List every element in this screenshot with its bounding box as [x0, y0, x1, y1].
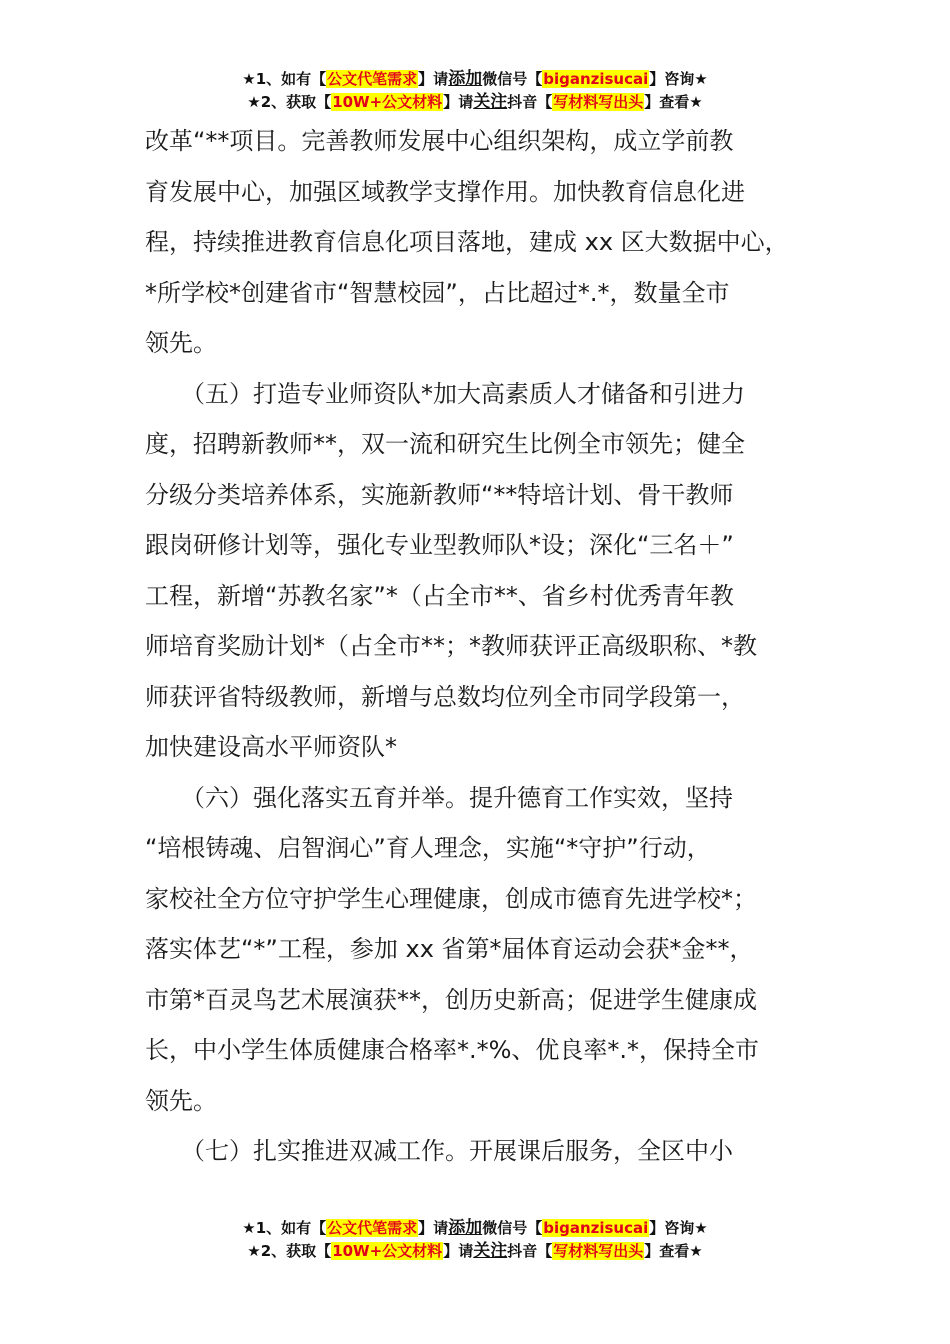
text-line: 师培育奖励计划*（占全市**；*教师获评正高级职称、*教: [145, 632, 757, 660]
text-line: 程，持续推进教育信息化项目落地，建成 xx 区大数据中心，: [145, 228, 789, 256]
text-line: 工程，新增“苏教名家”*（占全市**、省乡村优秀青年教: [145, 581, 734, 610]
banner-line-1: ★1、如有【公文代笔需求】请添加微信号【biganzisucai】咨询★: [242, 1218, 708, 1238]
highlight-text: 公文代笔需求: [327, 1219, 418, 1237]
text-line: （六）强化落实五育并举。提升德育工作实效，坚持: [145, 783, 733, 812]
text-line: 改革“**项目。完善教师发展中心组织架构，成立学前教: [145, 127, 734, 155]
highlight-text: 10W+公文材料: [332, 93, 443, 111]
highlight-text: 公文代笔需求: [327, 70, 418, 88]
douyin-account: 写材料写出头: [553, 1242, 644, 1260]
text-line: *所学校*创建省市“智慧校园”，占比超过*.*，数量全市: [145, 278, 730, 307]
banner-line-1: ★1、如有【公文代笔需求】请添加微信号【biganzisucai】咨询★: [242, 69, 708, 89]
text-line: “培根铸魂、启智润心”育人理念，实施“*守护”行动，: [145, 834, 711, 862]
text-line: 度，招聘新教师**，双一流和研究生比例全市领先；健全: [145, 430, 745, 458]
wechat-id: biganzisucai: [543, 1219, 649, 1237]
footer-banner: [0, 1217, 950, 1263]
header-banner: [0, 68, 950, 114]
banner-line-2: ★2、获取【10W+公文材料】请关注抖音【写材料写出头】查看★: [247, 92, 703, 112]
text-line: 领先。: [145, 1086, 217, 1115]
douyin-account: 写材料写出头: [553, 93, 644, 111]
text-line: 育发展中心，加强区域教学支撑作用。加快教育信息化进: [145, 177, 745, 206]
text-line: 长，中小学生体质健康合格率*.*%、优良率*.*，保持全市: [145, 1036, 760, 1064]
text-line: 市第*百灵鸟艺术展演获**，创历史新高；促进学生健康成: [145, 985, 757, 1014]
banner-line-2: ★2、获取【10W+公文材料】请关注抖音【写材料写出头】查看★: [247, 1241, 703, 1261]
text-line: 加快建设高水平师资队*: [145, 733, 397, 761]
text-line: （七）扎实推进双减工作。开展课后服务，全区中小: [145, 1137, 733, 1165]
text-line: 落实体艺“*”工程，参加 xx 省第*届体育运动会获*金**，: [145, 935, 754, 963]
text-line: 家校社全方位守护学生心理健康，创成市德育先进学校*；: [145, 884, 757, 913]
highlight-text: 10W+公文材料: [332, 1242, 443, 1260]
wechat-id: biganzisucai: [543, 70, 649, 88]
text-line: 跟岗研修计划等，强化专业型教师队*设；深化“三名＋”: [145, 531, 734, 559]
text-line: 师获评省特级教师，新增与总数均位列全市同学段第一，: [145, 682, 745, 711]
text-line: 分级分类培养体系，实施新教师“**特培计划、骨干教师: [145, 480, 734, 509]
document-body: [145, 116, 810, 1177]
text-line: （五）打造专业师资队*加大高素质人才储备和引进力: [145, 379, 745, 408]
text-line: 领先。: [145, 329, 217, 357]
